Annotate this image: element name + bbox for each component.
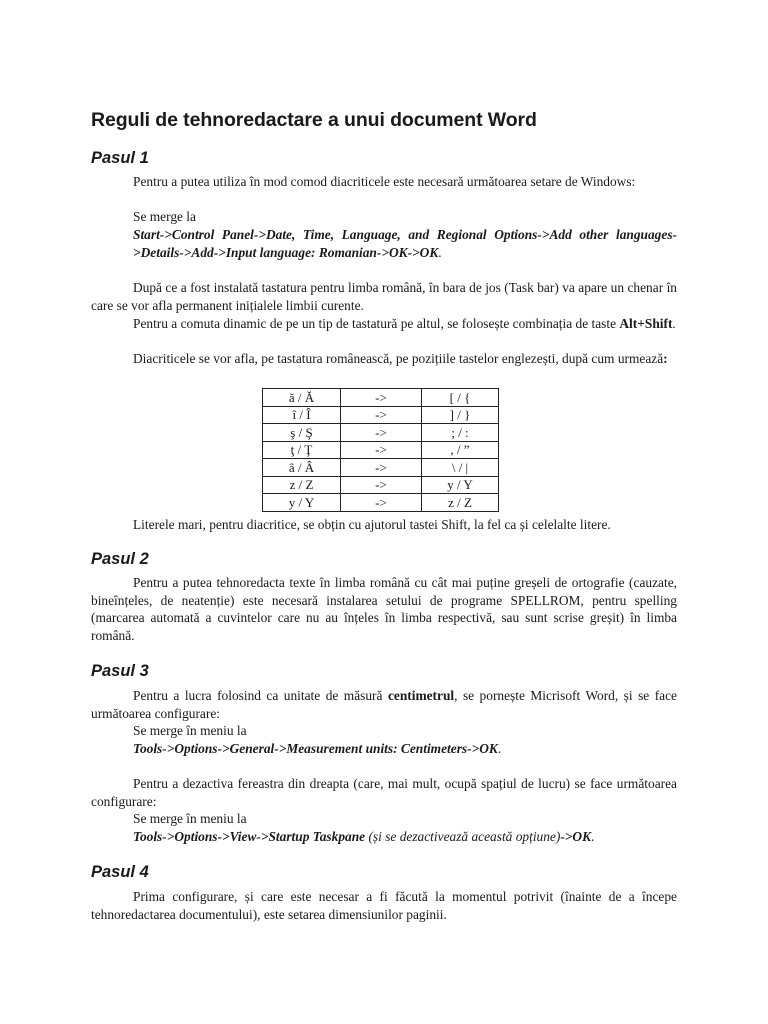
diacritics-key-table <box>262 388 499 512</box>
step-3-paragraph-1-a: Pentru a lucra folosind ca unitate de măsură <box>133 688 388 703</box>
step-4-heading: Pasul 4 <box>91 863 149 881</box>
step-2-heading: Pasul 2 <box>91 550 149 568</box>
step-1-paragraph-1: Pentru a putea utiliza în mod comod diacriticele este necesară următoarea setare de Windows: <box>133 174 636 189</box>
step-1-paragraph-5: Literele mari, pentru diacritice, se obțin cu ajutorul tastei Shift, la fel ca și celelalte litere. <box>133 517 611 532</box>
key-combination: Alt+Shift <box>619 316 673 331</box>
step-3-path-1 <box>133 740 677 758</box>
step-1-goto: Se merge la <box>133 209 196 224</box>
table-cell: î / Î <box>263 406 341 424</box>
table-cell: , / ” <box>422 441 499 459</box>
document-title: Reguli de tehnoredactare a unui document Word <box>91 109 537 131</box>
table-cell: -> <box>341 389 422 407</box>
step-1-paragraph-4-end: : <box>663 351 668 366</box>
table-cell: ţ / Ţ <box>263 441 341 459</box>
step-3-goto-2: Se merge în meniu la <box>133 811 247 826</box>
step-3-path-2-end: . <box>591 829 595 844</box>
table-cell: â / Â <box>263 459 341 477</box>
step-3-heading: Pasul 3 <box>91 662 149 680</box>
step-1-path-text: Start->Control Panel->Date, Time, Language, and Regional Options->Add other languages->Details->Add->Input language: Romanian->OK->OK <box>133 227 677 260</box>
step-1-paragraph-2: După ce a fost instalată tastatura pentru limba română, în bara de jos (Task bar) va apare un chenar în care se vor afla permanent inițialele limbii curente. <box>91 280 677 313</box>
step-3-path-1-end: . <box>497 741 502 756</box>
table-row <box>263 476 499 494</box>
table-cell: ş / Ş <box>263 424 341 442</box>
step-1-paragraph-3-text: Pentru a comuta dinamic de pe un tip de tastatură pe altul, se folosește combinația de taste <box>133 316 617 331</box>
step-1-paragraph-4-text: Diacriticele se vor afla, pe tastatura românească, pe pozițiile tastelor englezești, după cum urmează <box>133 351 664 366</box>
step-3-paragraph-1-c: , se pornește Micrisoft Word, și se face următoarea configurare: <box>91 688 677 721</box>
table-cell: \ / | <box>422 459 499 477</box>
table-cell: y / Y <box>263 494 341 512</box>
step-3-goto-1: Se merge în meniu la <box>133 723 247 738</box>
table-row <box>263 494 499 512</box>
step-3-path-2 <box>133 828 677 846</box>
step-3-path-1-text: Tools->Options->General->Measurement units: Centimeters->OK <box>133 741 498 756</box>
step-1-path-end: . <box>438 244 442 260</box>
table-cell: ] / } <box>422 406 499 424</box>
step-4-paragraph-1: Prima configurare, și care este necesar a fi făcută la momentul potrivit (înainte de a începe tehnoredactarea documentului), este setarea dimensiunilor paginii. <box>91 889 677 922</box>
step-3-paragraph-1 <box>91 687 677 722</box>
step-1-path <box>133 226 677 261</box>
table-cell: ă / Ă <box>263 389 341 407</box>
table-cell: z / Z <box>263 476 341 494</box>
table-cell: -> <box>341 424 422 442</box>
step-1-paragraph-4 <box>91 350 677 368</box>
table-cell: -> <box>341 476 422 494</box>
table-row <box>263 424 499 442</box>
table-row <box>263 406 499 424</box>
step-2-paragraph-1: Pentru a putea tehnoredacta texte în limba română cu cât mai puține greșeli de ortografie (cauzate, bineînțeles, de neatenție) este necesară instalarea setului de programe SPELLROM, pentru spelling (marcarea automată a cuvintelor care nu au înțeles în limba respectivă, sau sunt scrise greșit) în limba română. <box>91 575 677 643</box>
table-cell: -> <box>341 406 422 424</box>
step-1-paragraph-3-end: . <box>672 316 676 331</box>
table-cell: -> <box>341 494 422 512</box>
step-1-paragraph-3 <box>91 315 677 333</box>
measurement-unit: centimetrul <box>387 688 455 703</box>
table-cell: z / Z <box>422 494 499 512</box>
table-cell: y / Y <box>422 476 499 494</box>
table-cell: [ / { <box>422 389 499 407</box>
step-3-path-2-text: Tools->Options->View->Startup Taskpane <box>133 829 366 844</box>
table-cell: -> <box>341 459 422 477</box>
step-3-path-2-ok: ->OK <box>560 829 592 844</box>
step-3-paragraph-2: Pentru a dezactiva fereastra din dreapta (care, mai mult, ocupă spațiul de lucru) se face următoarea configurare: <box>91 776 677 809</box>
table-row <box>263 459 499 477</box>
table-row <box>263 441 499 459</box>
table-row <box>263 389 499 407</box>
step-1-heading: Pasul 1 <box>91 149 149 167</box>
table-cell: -> <box>341 441 422 459</box>
table-cell: ; / : <box>422 424 499 442</box>
step-3-path-2-note: (și se dezactivează această opțiune) <box>365 829 561 844</box>
